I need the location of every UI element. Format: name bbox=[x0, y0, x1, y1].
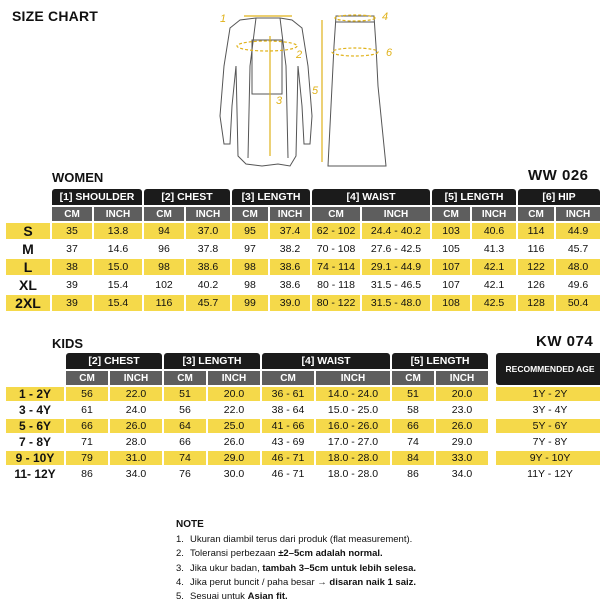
measurement-cell: 62 - 102 bbox=[312, 223, 360, 239]
marker-6: 6 bbox=[386, 47, 393, 59]
measurement-cell: 37 bbox=[52, 241, 92, 257]
measurement-cell: 96 bbox=[144, 241, 184, 257]
kids-size-row bbox=[6, 435, 600, 449]
measurement-cell: 70 - 108 bbox=[312, 241, 360, 257]
unit-header: CM bbox=[164, 371, 206, 385]
unit-header: INCH bbox=[270, 207, 310, 221]
kids-group-header: [4] WAIST bbox=[262, 353, 390, 369]
measurement-cell: 37.4 bbox=[270, 223, 310, 239]
measurement-cell: 38.6 bbox=[270, 259, 310, 275]
measurement-cell: 128 bbox=[518, 295, 554, 311]
women-size-table bbox=[4, 187, 600, 313]
measurement-cell: 25.0 bbox=[208, 419, 260, 433]
unit-header: CM bbox=[232, 207, 268, 221]
measurement-cell: 28.0 bbox=[110, 435, 162, 449]
note-item bbox=[176, 576, 416, 590]
measurement-cell: 39 bbox=[52, 277, 92, 293]
measurement-cell: 18.0 - 28.0 bbox=[316, 451, 390, 465]
unit-header: CM bbox=[312, 207, 360, 221]
women-group-header: [5] LENGTH bbox=[432, 189, 516, 205]
measurement-cell: 86 bbox=[66, 467, 108, 481]
measurement-cell: 38.6 bbox=[270, 277, 310, 293]
women-group-header: [3] LENGTH bbox=[232, 189, 310, 205]
measurement-cell: 18.0 - 28.0 bbox=[316, 467, 390, 481]
measurement-cell: 20.0 bbox=[436, 387, 488, 401]
measurement-cell: 86 bbox=[392, 467, 434, 481]
measurement-cell: 13.8 bbox=[94, 223, 142, 239]
note-text: Sesuai untuk bbox=[190, 591, 248, 600]
unit-header: CM bbox=[66, 371, 108, 385]
marker-5: 5 bbox=[312, 85, 319, 97]
measurement-cell: 74 bbox=[392, 435, 434, 449]
measurement-cell: 46 - 71 bbox=[262, 467, 314, 481]
measurement-cell: 97 bbox=[232, 241, 268, 257]
unit-header: CM bbox=[518, 207, 554, 221]
measurement-cell: 43 - 69 bbox=[262, 435, 314, 449]
cardigan-drawing bbox=[220, 18, 312, 166]
measurement-cell: 15.0 bbox=[94, 259, 142, 275]
measurement-cell: 66 bbox=[66, 419, 108, 433]
women-size-row bbox=[6, 223, 600, 239]
note-number: 1. bbox=[176, 534, 184, 546]
women-group-header: [4] WAIST bbox=[312, 189, 430, 205]
unit-header: CM bbox=[392, 371, 434, 385]
recommended-age-cell: 1Y - 2Y bbox=[496, 387, 600, 401]
measurement-cell: 17.0 - 27.0 bbox=[316, 435, 390, 449]
note-emphasis: Asian fit. bbox=[247, 591, 288, 600]
kids-group-header: [2] CHEST bbox=[66, 353, 162, 369]
measurement-cell: 50.4 bbox=[556, 295, 600, 311]
unit-header: CM bbox=[144, 207, 184, 221]
women-group-header: [1] SHOULDER bbox=[52, 189, 142, 205]
size-label: 1 - 2Y bbox=[6, 387, 64, 401]
measurement-cell: 26.0 bbox=[208, 435, 260, 449]
measurement-cell: 40.6 bbox=[472, 223, 516, 239]
note-item bbox=[176, 547, 416, 561]
size-label: 3 - 4Y bbox=[6, 403, 64, 417]
kids-code: KW 074 bbox=[536, 333, 594, 350]
measurement-cell: 105 bbox=[432, 241, 470, 257]
note-number: 3. bbox=[176, 562, 184, 574]
measurement-cell: 42.5 bbox=[472, 295, 516, 311]
size-label: 9 - 10Y bbox=[6, 451, 64, 465]
measurement-cell: 84 bbox=[392, 451, 434, 465]
notes-list bbox=[176, 533, 416, 600]
note-number: 4. bbox=[176, 576, 184, 588]
marker-2: 2 bbox=[296, 49, 303, 61]
unit-header: INCH bbox=[186, 207, 230, 221]
women-group-header: [6] HIP bbox=[518, 189, 600, 205]
recommended-age-cell: 11Y - 12Y bbox=[496, 467, 600, 481]
measurement-cell: 31.5 - 46.5 bbox=[362, 277, 430, 293]
measurement-cell: 48.0 bbox=[556, 259, 600, 275]
note-text: Ukuran diambil terus dari produk (flat measurement). bbox=[190, 534, 413, 546]
unit-header: INCH bbox=[208, 371, 260, 385]
size-label: S bbox=[6, 223, 50, 239]
measurement-cell: 56 bbox=[164, 403, 206, 417]
measurement-cell: 98 bbox=[232, 277, 268, 293]
note-emphasis: tambah 3–5cm untuk lebih selesa. bbox=[262, 562, 417, 574]
unit-header: INCH bbox=[472, 207, 516, 221]
measurement-cell: 103 bbox=[432, 223, 470, 239]
measurement-cell: 38 bbox=[52, 259, 92, 275]
note-text: Jika perut buncit / paha besar → bbox=[190, 576, 330, 588]
measurement-cell: 41.3 bbox=[472, 241, 516, 257]
measurement-cell: 38 - 64 bbox=[262, 403, 314, 417]
women-size-row bbox=[6, 295, 600, 311]
marker-3: 3 bbox=[276, 95, 283, 107]
unit-header: INCH bbox=[110, 371, 162, 385]
measure-lines bbox=[237, 15, 378, 162]
measurement-cell: 66 bbox=[164, 435, 206, 449]
women-size-row bbox=[6, 241, 600, 257]
unit-header: CM bbox=[262, 371, 314, 385]
measurement-cell: 107 bbox=[432, 259, 470, 275]
measurement-cell: 102 bbox=[144, 277, 184, 293]
note-text: Jika ukur badan, bbox=[190, 562, 263, 574]
measurement-cell: 64 bbox=[164, 419, 206, 433]
measurement-cell: 116 bbox=[518, 241, 554, 257]
measurement-cell: 39.0 bbox=[270, 295, 310, 311]
unit-header: INCH bbox=[316, 371, 390, 385]
notes-title: NOTE bbox=[176, 519, 204, 530]
measurement-cell: 74 - 114 bbox=[312, 259, 360, 275]
unit-header: CM bbox=[52, 207, 92, 221]
unit-header: INCH bbox=[362, 207, 430, 221]
measurement-cell: 107 bbox=[432, 277, 470, 293]
size-label: 2XL bbox=[6, 295, 50, 311]
note-item bbox=[176, 562, 416, 576]
measurement-cell: 36 - 61 bbox=[262, 387, 314, 401]
measurement-cell: 37.0 bbox=[186, 223, 230, 239]
measurement-cell: 26.0 bbox=[110, 419, 162, 433]
measurement-cell: 80 - 122 bbox=[312, 295, 360, 311]
measurement-cell: 29.0 bbox=[436, 435, 488, 449]
measurement-cell: 27.6 - 42.5 bbox=[362, 241, 430, 257]
measurement-cell: 80 - 118 bbox=[312, 277, 360, 293]
measurement-cell: 45.7 bbox=[556, 241, 600, 257]
unit-header: INCH bbox=[556, 207, 600, 221]
measurement-cell: 16.0 - 26.0 bbox=[316, 419, 390, 433]
notes-section bbox=[176, 518, 416, 600]
measurement-cell: 99 bbox=[232, 295, 268, 311]
women-label: WOMEN bbox=[52, 170, 104, 185]
measurement-cell: 79 bbox=[66, 451, 108, 465]
size-label: M bbox=[6, 241, 50, 257]
measurement-cell: 22.0 bbox=[208, 403, 260, 417]
recommended-age-cell: 5Y - 6Y bbox=[496, 419, 600, 433]
measurement-cell: 49.6 bbox=[556, 277, 600, 293]
measurement-cell: 35 bbox=[52, 223, 92, 239]
measurement-cell: 31.5 - 48.0 bbox=[362, 295, 430, 311]
page-title: SIZE CHART bbox=[12, 8, 98, 24]
measurement-cell: 45.7 bbox=[186, 295, 230, 311]
measurement-cell: 42.1 bbox=[472, 259, 516, 275]
skirt-drawing bbox=[328, 16, 386, 166]
measurement-cell: 30.0 bbox=[208, 467, 260, 481]
measurement-cell: 94 bbox=[144, 223, 184, 239]
measurement-cell: 26.0 bbox=[436, 419, 488, 433]
measurement-cell: 71 bbox=[66, 435, 108, 449]
measurement-cell: 98 bbox=[232, 259, 268, 275]
recommended-age-header: RECOMMENDED AGE bbox=[496, 353, 600, 385]
measurement-cell: 34.0 bbox=[436, 467, 488, 481]
kids-group-header: [5] LENGTH bbox=[392, 353, 488, 369]
garment-illustration bbox=[200, 6, 415, 176]
measurement-cell: 116 bbox=[144, 295, 184, 311]
measurement-cell: 23.0 bbox=[436, 403, 488, 417]
note-emphasis: ±2–5cm adalah normal. bbox=[278, 548, 383, 560]
measurement-cell: 15.0 - 25.0 bbox=[316, 403, 390, 417]
note-number: 2. bbox=[176, 548, 184, 560]
note-item bbox=[176, 533, 416, 547]
note-text: Toleransi perbezaan bbox=[190, 548, 279, 560]
unit-header: CM bbox=[432, 207, 470, 221]
measurement-cell: 76 bbox=[164, 467, 206, 481]
note-item bbox=[176, 590, 416, 600]
measurement-cell: 74 bbox=[164, 451, 206, 465]
measurement-cell: 33.0 bbox=[436, 451, 488, 465]
measurement-cell: 51 bbox=[392, 387, 434, 401]
kids-label: KIDS bbox=[52, 336, 84, 351]
measurement-cell: 31.0 bbox=[110, 451, 162, 465]
note-emphasis: disaran naik 1 saiz. bbox=[329, 576, 417, 588]
kids-size-row bbox=[6, 403, 600, 417]
recommended-age-cell: 3Y - 4Y bbox=[496, 403, 600, 417]
measurement-cell: 108 bbox=[432, 295, 470, 311]
recommended-age-cell: 7Y - 8Y bbox=[496, 435, 600, 449]
marker-1: 1 bbox=[220, 13, 227, 25]
measurement-cell: 42.1 bbox=[472, 277, 516, 293]
measurement-cell: 40.2 bbox=[186, 277, 230, 293]
measurement-cell: 14.0 - 24.0 bbox=[316, 387, 390, 401]
women-group-header: [2] CHEST bbox=[144, 189, 230, 205]
measurement-cell: 46 - 71 bbox=[262, 451, 314, 465]
note-number: 5. bbox=[176, 591, 184, 600]
women-code: WW 026 bbox=[528, 167, 589, 184]
measurement-cell: 61 bbox=[66, 403, 108, 417]
measurement-cell: 15.4 bbox=[94, 295, 142, 311]
unit-header: INCH bbox=[94, 207, 142, 221]
size-label: 7 - 8Y bbox=[6, 435, 64, 449]
kids-group-header: [3] LENGTH bbox=[164, 353, 260, 369]
measurement-cell: 44.9 bbox=[556, 223, 600, 239]
measurement-cell: 122 bbox=[518, 259, 554, 275]
measurement-cell: 66 bbox=[392, 419, 434, 433]
kids-size-row bbox=[6, 387, 600, 401]
recommended-age-cell: 9Y - 10Y bbox=[496, 451, 600, 465]
women-size-row bbox=[6, 277, 600, 293]
measurement-cell: 39 bbox=[52, 295, 92, 311]
measurement-cell: 29.0 bbox=[208, 451, 260, 465]
measurement-cell: 20.0 bbox=[208, 387, 260, 401]
unit-header: INCH bbox=[436, 371, 488, 385]
kids-size-row bbox=[6, 419, 600, 433]
measurement-cell: 98 bbox=[144, 259, 184, 275]
size-label: XL bbox=[6, 277, 50, 293]
kids-size-row bbox=[6, 467, 600, 481]
size-label: 5 - 6Y bbox=[6, 419, 64, 433]
size-label: 11- 12Y bbox=[6, 467, 64, 481]
marker-4: 4 bbox=[382, 11, 389, 23]
measurement-cell: 24.0 bbox=[110, 403, 162, 417]
kids-size-row bbox=[6, 451, 600, 465]
size-label: L bbox=[6, 259, 50, 275]
women-size-row bbox=[6, 259, 600, 275]
measurement-cell: 29.1 - 44.9 bbox=[362, 259, 430, 275]
measurement-cell: 34.0 bbox=[110, 467, 162, 481]
measurement-cell: 95 bbox=[232, 223, 268, 239]
measurement-cell: 56 bbox=[66, 387, 108, 401]
kids-size-table bbox=[4, 351, 600, 483]
measurement-cell: 14.6 bbox=[94, 241, 142, 257]
measurement-cell: 38.2 bbox=[270, 241, 310, 257]
measurement-cell: 22.0 bbox=[110, 387, 162, 401]
measurement-cell: 51 bbox=[164, 387, 206, 401]
measurement-cell: 24.4 - 40.2 bbox=[362, 223, 430, 239]
measurement-cell: 58 bbox=[392, 403, 434, 417]
measurement-cell: 126 bbox=[518, 277, 554, 293]
measurement-cell: 114 bbox=[518, 223, 554, 239]
measurement-cell: 15.4 bbox=[94, 277, 142, 293]
measurement-cell: 38.6 bbox=[186, 259, 230, 275]
measurement-cell: 41 - 66 bbox=[262, 419, 314, 433]
measurement-cell: 37.8 bbox=[186, 241, 230, 257]
